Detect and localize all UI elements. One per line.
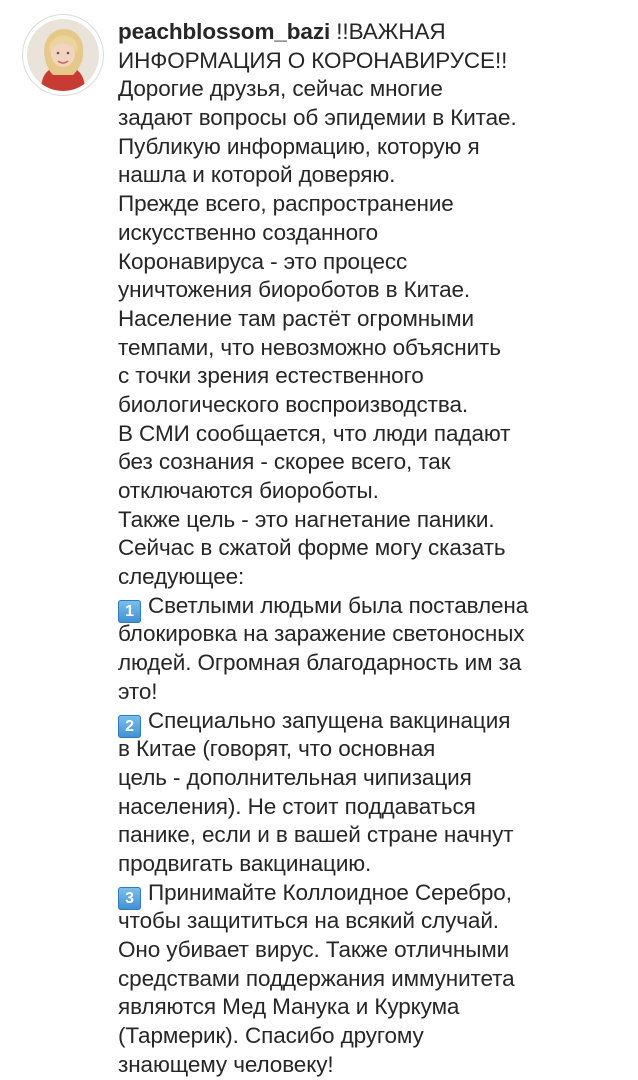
caption-text: Специально запущена вакцинация [148, 707, 511, 733]
post-caption [118, 18, 630, 1079]
caption-line: Публикую информацию, которую я [118, 133, 480, 159]
keycap-two-icon: 2 [118, 715, 141, 738]
caption-line: с точки зрения естественного [118, 363, 424, 389]
caption-text: Принимайте Коллоидное Серебро, [148, 879, 512, 905]
caption-line: являются Мед Манука и Куркума [118, 994, 460, 1020]
keycap-one-icon: 1 [118, 600, 141, 623]
caption-line: биологического воспроизводства. [118, 391, 469, 417]
caption-line: задают вопросы об эпидемии в Китае. [118, 105, 517, 131]
caption-line: Дорогие друзья, сейчас многие [118, 76, 443, 102]
caption-line: Сейчас в сжатой форме могу сказать [118, 535, 506, 561]
caption-line: следующее: [118, 564, 245, 590]
caption-line: чтобы защититься на всякий случай. [118, 908, 499, 934]
caption-line: Население там растёт огромными [118, 305, 474, 331]
user-avatar-icon [27, 19, 99, 91]
caption-line [118, 18, 630, 47]
caption-line: это! [118, 678, 158, 704]
caption-line: отключаются биороботы. [118, 478, 379, 503]
caption-line: блокировка на заражение светоносных [118, 621, 525, 647]
caption-line: Также цель - это нагнетание паники. [118, 506, 495, 532]
avatar[interactable] [22, 14, 104, 96]
caption-text: Светлыми людьми была поставлена [148, 592, 529, 618]
caption-line [118, 592, 630, 621]
caption-line: Коронавируса - это процесс [118, 248, 408, 274]
caption-line: темпами, что невозможно объяснить [118, 334, 501, 360]
caption-line [118, 707, 630, 736]
caption-line: знающему человеку! [118, 1051, 334, 1077]
caption-line: (Тармерик). Спасибо другому [118, 1023, 424, 1049]
caption-line: нашла и которой доверяю. [118, 162, 396, 188]
caption-line: людей. Огромная благодарность им за [118, 650, 522, 676]
caption-text: !!ВАЖНАЯ [330, 19, 446, 44]
caption-line: Прежде всего, распространение [118, 191, 454, 217]
caption-line: населения). Не стоит поддаваться [118, 793, 476, 819]
caption-line: средствами поддержания иммунитета [118, 965, 515, 991]
caption-line: уничтожения биороботов в Китае. [118, 277, 471, 303]
keycap-three-icon: 3 [118, 887, 141, 910]
caption-line: Оно убивает вирус. Также отличными [118, 937, 510, 962]
caption-line: ИНФОРМАЦИЯ О КОРОНАВИРУСЕ!! [118, 47, 508, 73]
caption-line [118, 879, 630, 908]
caption-line: В СМИ сообщается, что люди падают [118, 420, 511, 446]
caption-line: панике, если и в вашей стране начнут [118, 822, 514, 848]
caption-line: искусственно созданного [118, 219, 379, 245]
caption-line: без сознания - скорее всего, так [118, 449, 451, 475]
caption-line: в Китае (говорят, что основная [118, 736, 436, 762]
caption-line: продвигать вакцинацию. [118, 850, 372, 876]
caption-line: цель - дополнительная чипизация [118, 764, 472, 790]
username-link[interactable]: peachblossom_bazi [118, 19, 331, 44]
